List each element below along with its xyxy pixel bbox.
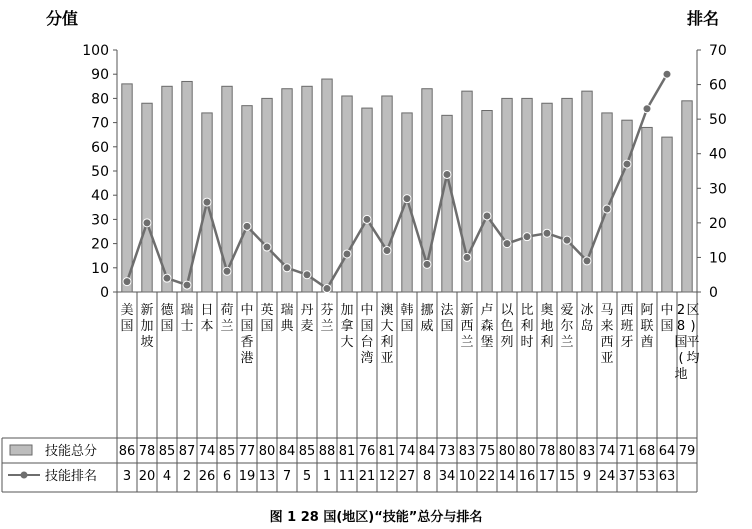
- score-cell: 77: [238, 444, 256, 459]
- rank-cell: 19: [238, 469, 256, 484]
- rank-cell: 21: [358, 469, 376, 484]
- score-bar: [362, 108, 372, 292]
- rank-point: [463, 253, 471, 261]
- score-cell: 88: [318, 444, 336, 459]
- score-cell: 85: [298, 444, 316, 459]
- category-label: 中国香港: [240, 303, 254, 366]
- category-label: 冰岛: [580, 303, 594, 334]
- rank-point: [563, 236, 571, 244]
- score-bars: [122, 79, 692, 292]
- score-cell: 83: [578, 444, 596, 459]
- score-bar: [442, 115, 452, 292]
- rank-cell: 5: [302, 469, 312, 484]
- score-cell: 85: [158, 444, 176, 459]
- score-cell: 86: [118, 444, 136, 459]
- left-axis-title: 分值: [45, 9, 79, 28]
- rank-cell: 26: [198, 469, 216, 484]
- right-tick-label: 20: [709, 215, 727, 232]
- left-tick-label: 50: [91, 164, 109, 180]
- left-tick-label: 20: [91, 236, 109, 253]
- category-label: 荷兰: [220, 303, 234, 334]
- score-bar: [502, 98, 512, 292]
- right-tick-label: 30: [709, 181, 727, 198]
- rank-cell: 1: [322, 469, 332, 484]
- rank-point: [503, 240, 511, 248]
- rank-point: [363, 215, 371, 223]
- rank-point: [123, 278, 131, 286]
- score-bar: [282, 89, 292, 292]
- rank-cell: 27: [398, 469, 416, 484]
- score-cell: 79: [678, 444, 696, 459]
- category-label: 爱尔兰: [560, 303, 574, 350]
- score-bar: [122, 84, 132, 292]
- score-bar: [142, 103, 152, 292]
- score-bar: [242, 106, 252, 292]
- figure-caption: 图 1 28 国(地区)“技能”总分与排名: [269, 510, 483, 525]
- category-label: 芬兰: [320, 303, 334, 334]
- score-bar: [682, 101, 692, 292]
- legend-label-rank: 技能排名: [45, 469, 98, 484]
- rank-point: [143, 219, 151, 227]
- rank-cell: 53: [638, 469, 656, 484]
- score-cell: 78: [138, 444, 156, 459]
- category-label: 阿联酋: [640, 303, 654, 350]
- legend-bar-swatch: [10, 445, 32, 455]
- rank-point: [243, 222, 251, 230]
- score-cell: 74: [398, 444, 416, 459]
- rank-point: [483, 212, 491, 220]
- category-label: 2 8 国(地区)平均: [674, 303, 700, 382]
- category-label: 以色列: [500, 303, 514, 350]
- rank-point: [343, 250, 351, 258]
- left-tick-label: 40: [91, 188, 109, 205]
- rank-cell: 11: [338, 469, 356, 484]
- score-cell: 75: [478, 444, 496, 459]
- score-cell: 78: [538, 444, 556, 459]
- rank-point: [403, 195, 411, 203]
- rank-point: [283, 264, 291, 272]
- score-cell: 64: [658, 444, 676, 459]
- rank-point: [583, 257, 591, 265]
- rank-cell: 3: [122, 469, 132, 484]
- score-cell: 83: [458, 444, 476, 459]
- rank-point: [443, 170, 451, 178]
- rank-point: [383, 247, 391, 255]
- right-tick-label: 10: [709, 250, 727, 267]
- rank-cell: 24: [598, 469, 616, 484]
- rank-point: [543, 229, 551, 237]
- score-bar: [542, 103, 552, 292]
- score-cell: 84: [278, 444, 296, 459]
- rank-point: [263, 243, 271, 251]
- rank-cell: 12: [378, 469, 396, 484]
- rank-point: [423, 260, 431, 268]
- score-cell: 81: [378, 444, 396, 459]
- score-bar: [322, 79, 332, 292]
- score-bar: [302, 86, 312, 292]
- score-bar: [382, 96, 392, 292]
- category-label: 瑞士: [180, 303, 194, 334]
- rank-point: [323, 285, 331, 293]
- left-tick-label: 60: [91, 139, 109, 156]
- score-cell: 74: [198, 444, 216, 459]
- rank-point: [183, 281, 191, 289]
- category-label: 卢森堡: [480, 303, 494, 350]
- score-bar: [262, 98, 272, 292]
- rank-point: [223, 267, 231, 275]
- rank-cell: 9: [582, 469, 592, 484]
- score-bar: [622, 120, 632, 292]
- rank-cell: 2: [182, 469, 192, 484]
- left-tick-label: 30: [91, 212, 109, 229]
- legend-marker: [21, 472, 28, 479]
- category-label: 德国: [160, 303, 174, 334]
- right-tick-label: 40: [709, 146, 727, 163]
- category-label: 法国: [440, 303, 454, 334]
- score-cell: 73: [438, 444, 456, 459]
- right-tick-label: 70: [709, 43, 727, 59]
- category-label: 中国: [660, 303, 674, 334]
- rank-cell: 63: [658, 469, 676, 484]
- score-cell: 80: [558, 444, 576, 459]
- score-cell: 76: [358, 444, 376, 459]
- left-tick-label: 70: [91, 115, 109, 132]
- left-tick-label: 0: [100, 285, 109, 301]
- left-tick-label: 80: [91, 91, 109, 108]
- rank-point: [623, 160, 631, 168]
- score-cell: 85: [218, 444, 236, 459]
- category-label: 新加坡: [140, 303, 154, 350]
- rank-cell: 37: [618, 469, 636, 484]
- score-bar: [182, 81, 192, 292]
- score-cell: 84: [418, 444, 436, 459]
- rank-point: [643, 105, 651, 113]
- category-label: 韩国: [400, 303, 414, 334]
- right-tick-label: 50: [709, 112, 727, 129]
- rank-point: [303, 271, 311, 279]
- rank-cell: 34: [438, 469, 456, 484]
- rank-cell: 10: [458, 469, 476, 484]
- category-label: 西班牙: [620, 303, 634, 350]
- score-bar: [162, 86, 172, 292]
- score-bar: [522, 98, 532, 292]
- score-cell: 81: [338, 444, 356, 459]
- category-label: 澳大利亚: [380, 303, 394, 366]
- rank-cell: 22: [478, 469, 496, 484]
- category-label: 加拿大: [340, 303, 354, 350]
- score-cell: 80: [498, 444, 516, 459]
- category-label: 瑞典: [280, 303, 294, 334]
- score-cell: 80: [258, 444, 276, 459]
- rank-cell: 4: [162, 469, 172, 484]
- score-cell: 74: [598, 444, 616, 459]
- score-cell: 68: [638, 444, 656, 459]
- left-tick-label: 100: [82, 43, 109, 59]
- rank-cell: 8: [422, 469, 432, 484]
- category-label: 挪威: [420, 303, 434, 334]
- rank-point: [603, 205, 611, 213]
- right-tick-label: 0: [709, 285, 718, 301]
- left-tick-label: 10: [91, 260, 109, 277]
- category-label: 美国: [120, 303, 134, 334]
- score-cell: 87: [178, 444, 196, 459]
- score-bar: [662, 137, 672, 292]
- rank-cell: 16: [518, 469, 536, 484]
- category-label: 比利时: [520, 303, 534, 350]
- legend-label-score: 技能总分: [45, 444, 98, 459]
- left-tick-label: 90: [91, 67, 109, 84]
- rank-cell: 7: [282, 469, 292, 484]
- category-label: 中国台湾: [360, 303, 374, 366]
- score-cell: 71: [618, 444, 636, 459]
- rank-cell: 13: [258, 469, 276, 484]
- rank-cell: 15: [558, 469, 576, 484]
- rank-point: [203, 198, 211, 206]
- right-tick-label: 60: [709, 77, 727, 94]
- rank-point: [663, 70, 671, 78]
- category-label: 丹麦: [300, 303, 314, 334]
- rank-point: [523, 233, 531, 241]
- score-bar: [562, 98, 572, 292]
- rank-cell: 14: [498, 469, 516, 484]
- data-table: [2, 292, 700, 492]
- category-label: 新西兰: [460, 303, 474, 350]
- category-label: 马来西亚: [600, 303, 614, 366]
- category-label: 英国: [260, 303, 274, 334]
- category-label: 奥地利: [540, 303, 554, 350]
- rank-point: [163, 274, 171, 282]
- right-axis-title: 排名: [686, 9, 720, 28]
- rank-cell: 6: [222, 469, 232, 484]
- score-bar: [642, 127, 652, 292]
- score-bar: [482, 111, 492, 293]
- score-cell: 80: [518, 444, 536, 459]
- category-label: 日本: [200, 303, 214, 334]
- rank-cell: 17: [538, 469, 556, 484]
- rank-cell: 20: [138, 469, 156, 484]
